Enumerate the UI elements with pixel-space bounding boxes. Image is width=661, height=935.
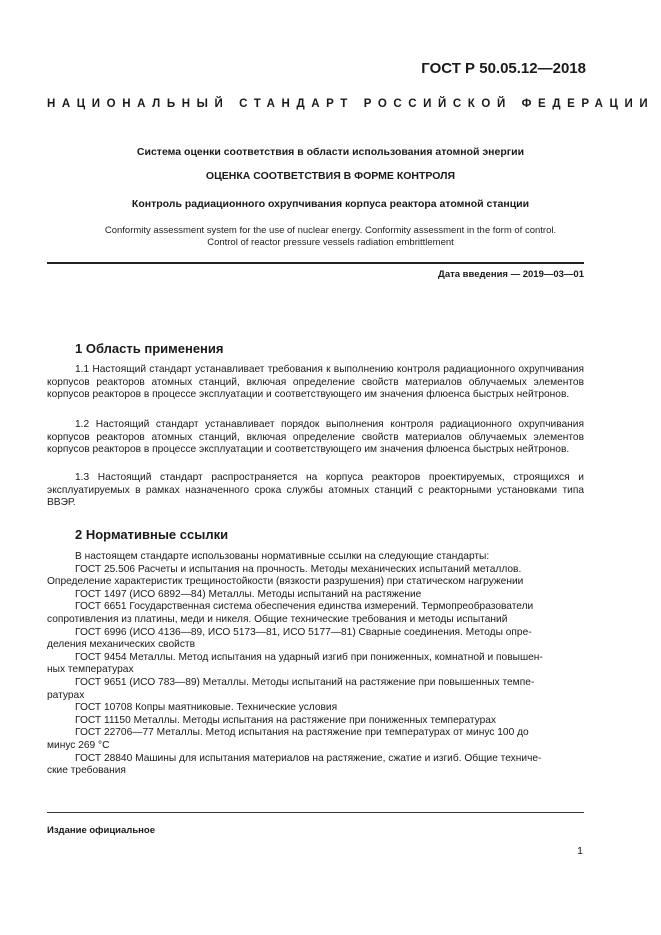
- reference-line: ГОСТ 22706—77 Металлы. Метод испытания на растяжение при температурах от минус 100 до: [75, 727, 529, 739]
- title-divider: [47, 262, 584, 264]
- english-title-line-1: Conformity assessment system for the use of nuclear energy. Conformity assessment in the form of control.: [104, 225, 557, 236]
- reference-line: ГОСТ 9454 Металлы. Метод испытания на ударный изгиб при пониженных, комнатной и повышен-: [75, 651, 543, 663]
- reference-line: ГОСТ 11150 Металлы. Методы испытания на растяжение при пониженных температурах: [75, 714, 497, 726]
- section-1-paragraph-1: 1.1 Настоящий стандарт устанавливает требования к выполнению контроля радиационного охрупчивания корпусов реакторов атомных станций, включая определение свойств материалов облучаемых элементов корпусов реакторов в процессе эксплуатации и соответствующего им значения флюенса быстрых нейтронов.: [47, 364, 584, 401]
- document-number: ГОСТ Р 50.05.12—2018: [421, 60, 586, 77]
- reference-line: ГОСТ 10708 Копры маятниковые. Технические условия: [75, 702, 338, 714]
- reference-line: деления механических свойств: [47, 639, 196, 651]
- subject-title: Контроль радиационного охрупчивания корпуса реактора атомной станции: [131, 198, 530, 210]
- reference-line: ратурах: [47, 689, 85, 701]
- reference-line: Определение характеристик трещиностойкости (вязкости разрушения) при статическом нагружении: [47, 576, 524, 588]
- official-edition-note: Издание официальное: [47, 825, 155, 836]
- section-1-paragraph-3: 1.3 Настоящий стандарт распространяется на корпуса реакторов проектируемых, строящихся и эксплуатируемых в рамках назначенного срока службы атомных станций с реакторными установками типа ВВЭР.: [47, 472, 584, 509]
- english-title: [47, 225, 614, 249]
- national-standard-banner: НАЦИОНАЛЬНЫЙ СТАНДАРТ РОССИЙСКОЙ ФЕДЕРАЦИИ: [47, 98, 655, 110]
- effective-date: Дата введения — 2019—03—01: [438, 269, 584, 280]
- reference-line: ных температурах: [47, 664, 134, 676]
- reference-line: ГОСТ 1497 (ИСО 6892—84) Металлы. Методы испытаний на растяжение: [75, 588, 422, 600]
- reference-line: ГОСТ 6996 (ИСО 4136—89, ИСО 5173—81, ИСО 5177—81) Сварные соединения. Методы опре-: [75, 626, 532, 638]
- normative-references-list: [47, 551, 584, 778]
- section-1-paragraph-2: 1.2 Настоящий стандарт устанавливает порядок выполнения контроля радиационного охрупчивания корпусов реакторов атомных станций, включая определение свойств материалов облучаемых элементов корпусов реакторов в процессе эксплуатации и соответствующего им значения флюенса быстрых нейтронов.: [47, 419, 584, 456]
- reference-line: ские требования: [47, 765, 126, 777]
- reference-line: ГОСТ 28840 Машины для испытания материалов на растяжение, сжатие и изгиб. Общие техниче-: [75, 752, 542, 764]
- reference-line: В настоящем стандарте использованы нормативные ссылки на следующие стандарты:: [75, 551, 490, 562]
- reference-line: минус 269 °С: [47, 739, 110, 751]
- section-2-heading: 2 Нормативные ссылки: [75, 527, 229, 542]
- system-title: Система оценки соответствия в области использования атомной энергии: [136, 146, 525, 158]
- reference-line: ГОСТ 9651 (ИСО 783—89) Металлы. Методы испытаний на растяжение при повышенных темпе-: [75, 676, 535, 688]
- main-title: ОЦЕНКА СООТВЕТСТВИЯ В ФОРМЕ КОНТРОЛЯ: [205, 170, 456, 182]
- footer-divider: [47, 812, 584, 813]
- reference-line: ГОСТ 6651 Государственная система обеспечения единства измерений. Термопреобразователи: [75, 601, 534, 613]
- page-number: 1: [577, 845, 583, 857]
- section-1-heading: 1 Область применения: [75, 341, 224, 356]
- english-title-line-2: Control of reactor pressure vessels radiation embrittlement: [207, 237, 454, 248]
- reference-line: сопротивления из платины, меди и никеля. Общие технические требования и методы испытаний: [47, 613, 508, 625]
- reference-line: ГОСТ 25.506 Расчеты и испытания на прочность. Методы механических испытаний металлов.: [75, 563, 522, 575]
